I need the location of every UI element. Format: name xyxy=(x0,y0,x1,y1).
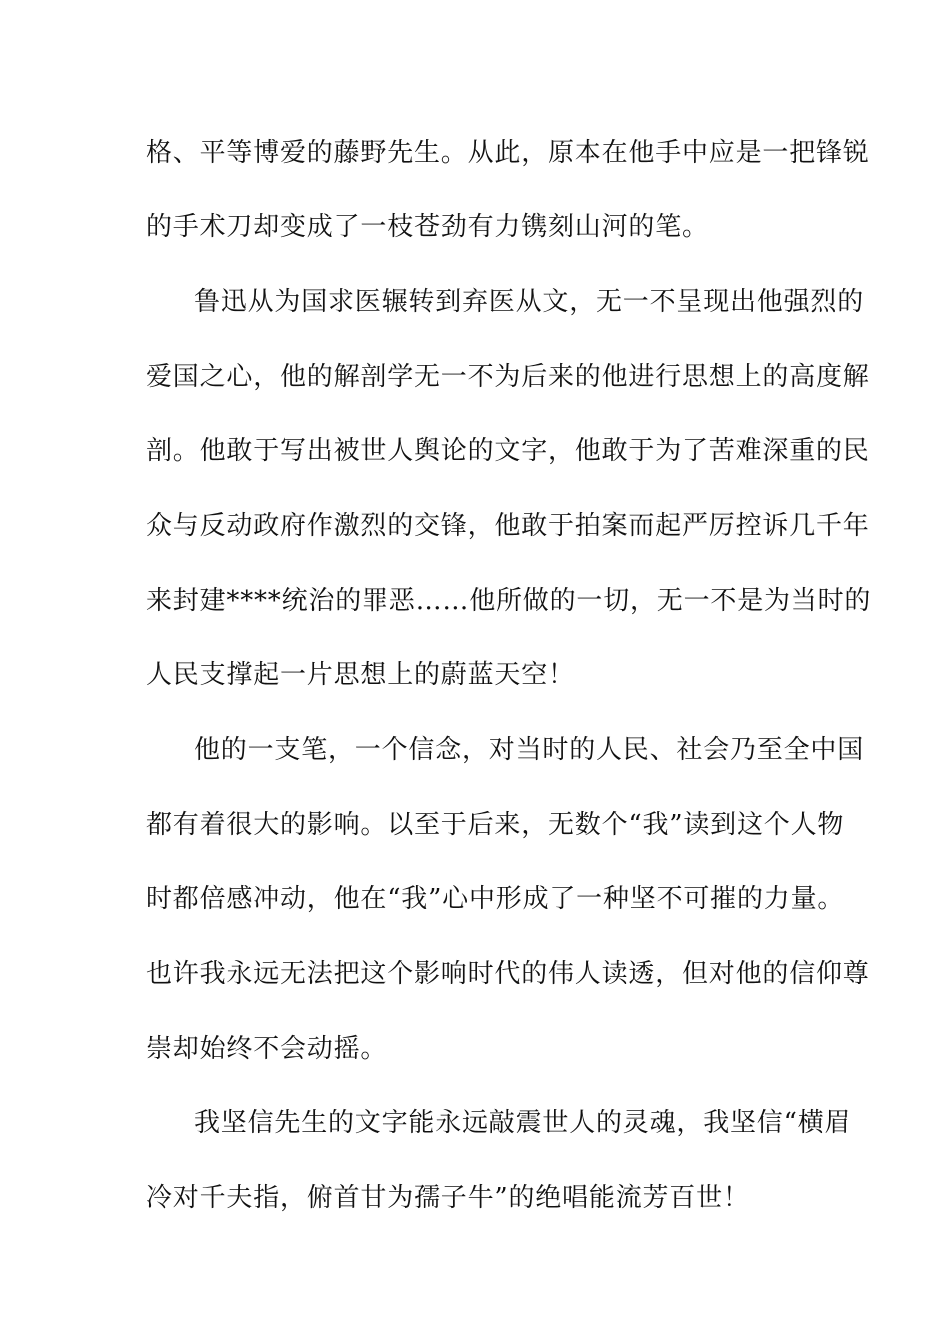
text-line: 格、平等博爱的藤野先生。从此，原本在他手中应是一把锋锐 xyxy=(146,138,870,168)
text-line: 众与反动政府作激烈的交锋，他敢于拍案而起严厉控诉几千年 xyxy=(146,511,870,541)
text-line: 的手术刀却变成了一枝苍劲有力镌刻山河的笔。 xyxy=(146,212,709,242)
paragraph-first-line: 我坚信先生的文字能永远敲震世人的灵魂，我坚信“横眉 xyxy=(194,1108,852,1138)
text-line: 冷对千夫指，俯首甘为孺子牛”的绝唱能流芳百世！ xyxy=(146,1183,750,1213)
text-line: 人民支撑起一片思想上的蔚蓝天空！ xyxy=(146,660,575,690)
text-line: 时都倍感冲动，他在“我”心中形成了一种坚不可摧的力量。 xyxy=(146,884,845,914)
paragraph-first-line: 鲁迅从为国求医辗转到弃医从文，无一不呈现出他强烈的 xyxy=(194,287,865,317)
text-line: 剖。他敢于写出被世人舆论的文字，他敢于为了苦难深重的民 xyxy=(146,436,870,466)
text-line: 崇却始终不会动摇。 xyxy=(146,1034,388,1064)
text-line: 来封建****统治的罪恶……他所做的一切，无一不是为当时的 xyxy=(146,586,872,616)
text-line: 都有着很大的影响。以至于后来，无数个“我”读到这个人物 xyxy=(146,810,845,840)
text-line: 也许我永远无法把这个影响时代的伟人读透，但对他的信仰尊 xyxy=(146,959,870,989)
text-line: 爱国之心，他的解剖学无一不为后来的他进行思想上的高度解 xyxy=(146,362,870,392)
paragraph-first-line: 他的一支笔，一个信念，对当时的人民、社会乃至全中国 xyxy=(194,735,865,765)
